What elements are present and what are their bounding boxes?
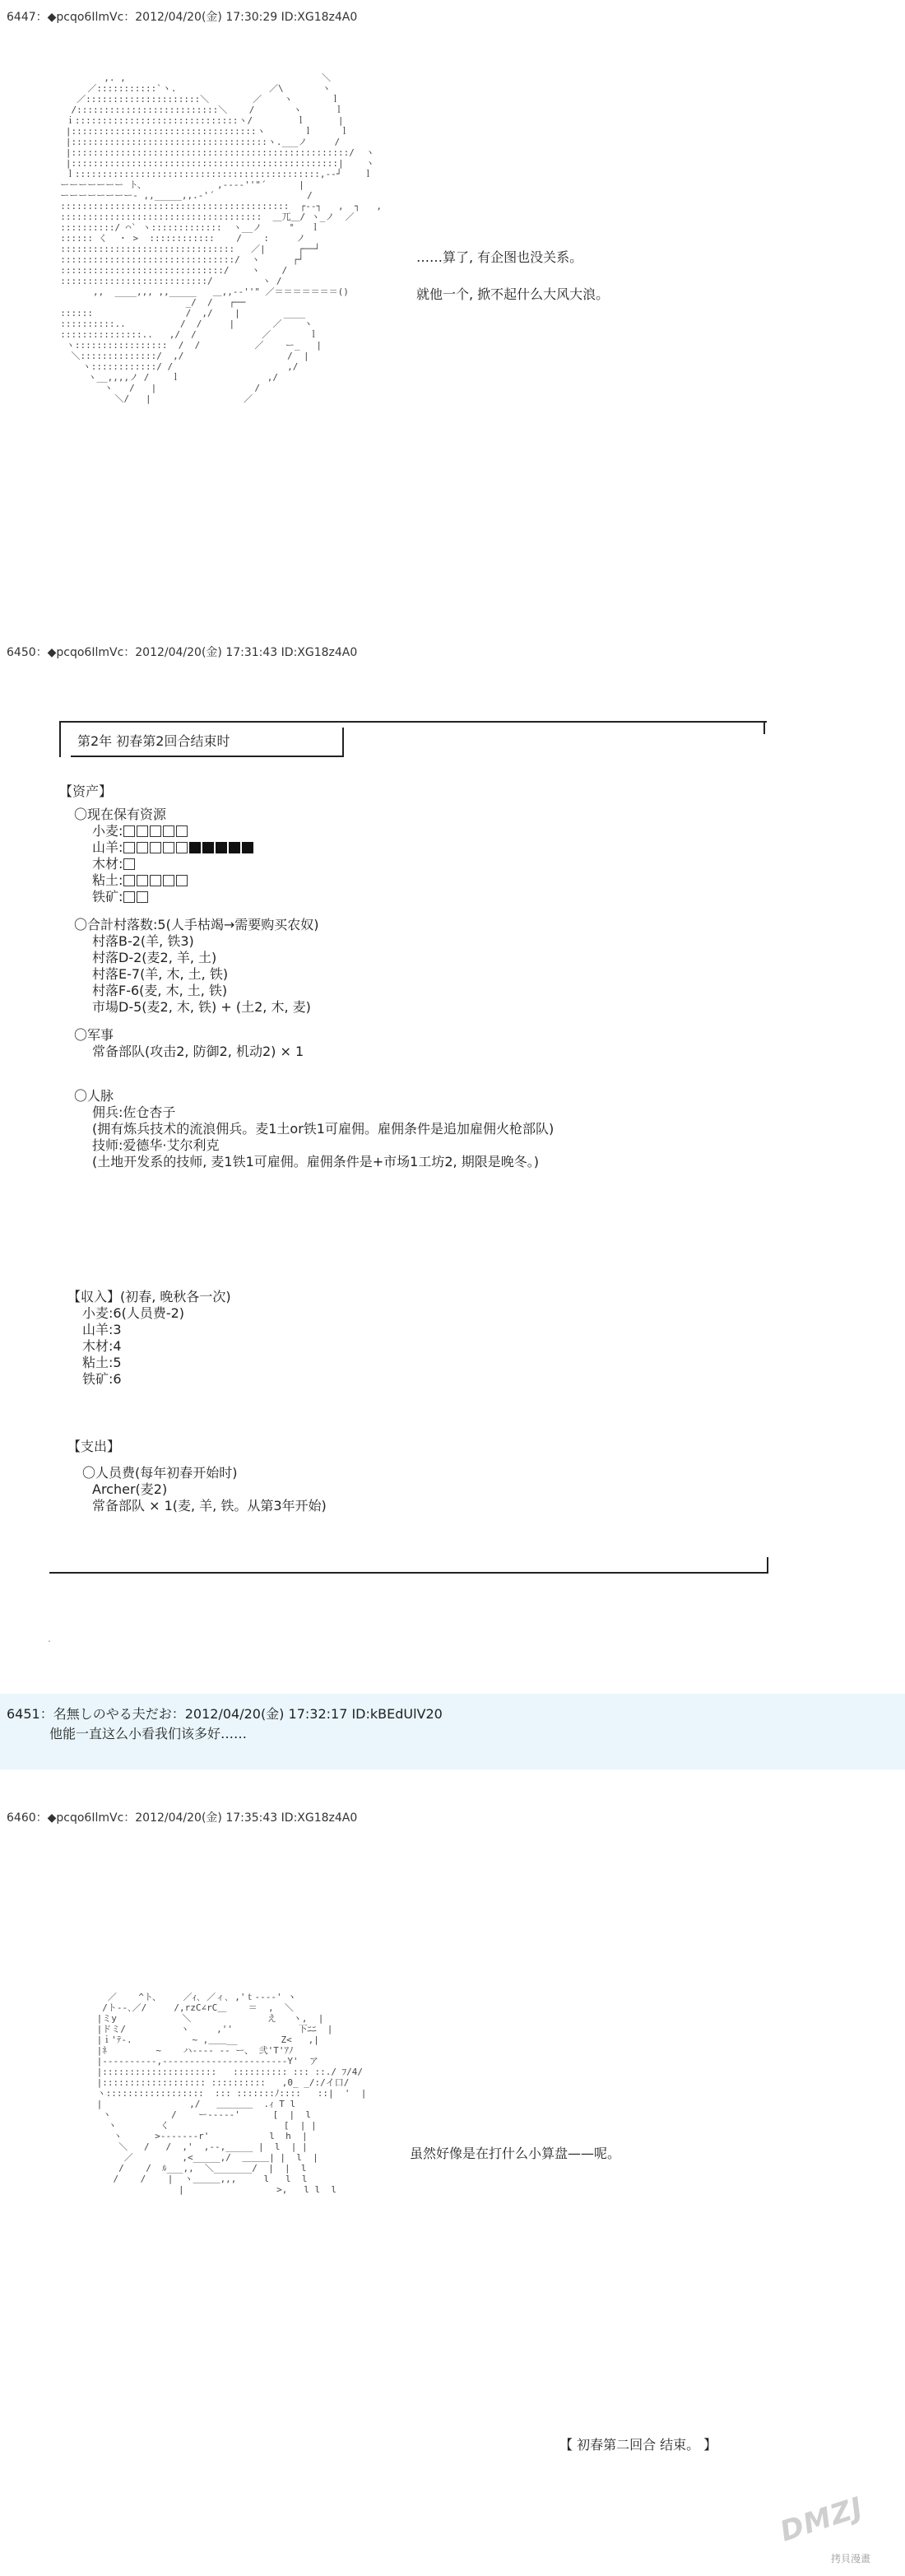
expense-item: Archer(麦2) <box>92 1481 168 1497</box>
village-item: 村落D-2(麦2, 羊, 土) <box>92 950 217 965</box>
income-item: 小麦:6(人员费-2) <box>82 1305 185 1321</box>
wheat-squares <box>123 825 188 837</box>
village-item: 市場D-5(麦2, 木, 铁) + (土2, 木, 麦) <box>92 999 311 1015</box>
post-6460-dialogue <box>410 2143 620 2180</box>
income-item: 粘土:5 <box>82 1355 122 1370</box>
villages-title: 〇合計村落数:5(人手枯竭→需要购买农奴) <box>74 917 319 932</box>
dialogue-line: 虽然好像是在打什么小算盘——呢。 <box>410 2146 621 2161</box>
status-box-corner <box>767 1557 768 1574</box>
separator-dot: . <box>48 1633 51 1644</box>
village-item: 村落F-6(麦, 木, 土, 铁) <box>92 983 228 998</box>
round-end-note: 【 初春第二回合 结束。 】 <box>559 2437 717 2453</box>
village-item: 村落B-2(羊, 铁3) <box>92 933 194 949</box>
watermark-subtext: 拷貝漫畫 <box>831 2553 871 2564</box>
goat-squares <box>123 842 253 853</box>
income-section <box>67 1289 231 1388</box>
resource-label: 铁矿: <box>92 889 123 904</box>
income-item: 木材:4 <box>82 1338 122 1354</box>
status-box-top-border <box>59 721 767 723</box>
wood-squares <box>123 858 135 870</box>
status-box-bottom-border <box>49 1572 768 1574</box>
income-item: 山羊:3 <box>82 1322 122 1337</box>
dialogue-line: ……算了, 有企图也没关系。 <box>416 249 583 265</box>
resource-iron <box>59 889 554 905</box>
status-box-corner <box>59 721 61 757</box>
resource-wheat <box>59 823 554 839</box>
resource-goat <box>59 839 554 856</box>
resource-label: 粘土: <box>92 872 123 888</box>
ascii-art-character-2: ／ ^ト、 ／ｨ､ ／ィ､ ,'ｔ---‐' ヽ /ト--､／/ /,rzC∠rC＿ ＝ , ＼ |ミy ＼ え ヽ, | |ドミ/ ヽ ,'' 下ﾆﾆ | |ｉ'ﾃ-. ~ ,＿＿__ Z< ,| |ﾈ ~ ハ---- -- ー、 弐'T'ｱﾉ |----------,-----------------------Y' ア |::::::::::::::::::::: :::::::::: ::: ::./ ﾌ/4/ |::::::::::::::::::: :::::::::: ,0_ _/:/イ口/ ヽ:::::::::::::::::: ::: :::::::ﾉ:::: ::| ' | | ,/ ＿＿＿＿ .ｨ T l ヽ / ー‐‐‐‐‐' [ | l ヽ く [ | | ヽ >-------r' l h | ＼ / / ,' ,--,_____ | l | | ／ ,<_____,/ ＿＿＿| | l | / / ﾙ___,, ＼_______/ | | l / / | ヽ＿＿＿,,, l l l | >, l l l <box>96 1992 367 2195</box>
income-item: 铁矿:6 <box>82 1371 122 1387</box>
expense-item: 常备部队 × 1(麦, 羊, 铁。从第3年开始) <box>92 1498 327 1514</box>
ascii-art-character-1: ,. , ＼ ／:::::::::::`ヽ. ／\ ヽ ／:::::::::::::::::::::＼ ／ ヽ ｌ /::::::::::::::::::::::::::＼ / ヽ ｌ ｉ::::::::::::::::::::::::::::::ヽ/ ｌ | |::::::::::::::::::::::::::::::::::ヽ ｌ ｌ |::::::::::::::::::::::::::::::::::::ヽ.___ノ / |:::::::::::::::::::::::::::::::::::::::::::::::::::/ ヽ |:::::::::::::::::::::::::::::::::::::::::::::::::| ヽ ｌ:::::::::::::::::::::::::::::::::::::::::::::,--┘ ｌ ーーーーーーー ト、 ,---‐''"´ | ーーーーーーーー- ,,_____,,.-'´ / :::::::::::::::::::::::::::::::::::::::::: ┌--┐ , ┐ , ::::::::::::::::::::::::::::::::::::: ＿兀＿/ ヽ_ノ ／ ::::::::::/ ⌒` ヽ::::::::::::: ヽ__ノ ° ｌ :::::: く ・ > :::::::::::: / : ノ :::::::::::::::::::::::::::::::: ／| ┌──┘ ::::::::::::::::::::::::::::::::/ ヽ ┌┘ ::::::::::::::::::::::::::::::/ ヽ / :::::::::::::::::::::::::::/ ヽ / ,, ____,,, ,,_____ ＿,,-‐''" ／＝＝＝＝＝＝＝() _/ / ┌── :::::: / ,/ | ____ ::::::::::.. / / | ／ ヽ :::::::::::::::.. ,/ / ／ ｌ ヽ::::::::::::::::: / / ／ ー_ | ＼::::::::::::::/ ,/ / | ヽ::::::::::::/ / ,/ ヽ__,,,,ノ / ｌ ,/ ヽ / | / ＼/ | ／ <box>60 72 382 404</box>
assets-section <box>59 783 554 1170</box>
post-header-6450: 6450：◆pcqo6IlmVc：2012/04/20(金) 17:31:43 ID:XG18z4A0 <box>7 646 358 659</box>
expense-title: 〇人员费(每年初春开始时) <box>82 1465 238 1481</box>
relation-item: 技师:爱德华·艾尔利克 <box>92 1137 220 1153</box>
status-box-corner <box>763 721 765 734</box>
dialogue-line: 就他一个, 掀不起什么大风大浪。 <box>416 286 610 302</box>
post-header-6451: 6451：名無しのやる夫だお：2012/04/20(金) 17:32:17 ID:kBEdUlV20 <box>7 1706 443 1722</box>
resource-label: 小麦: <box>92 823 123 839</box>
post-6447-dialogue <box>416 247 609 321</box>
watermark-text: DMZJ <box>776 2490 868 2549</box>
income-header: 【収入】(初春, 晚秋各一次) <box>67 1289 231 1304</box>
iron-squares <box>123 891 148 903</box>
status-title: 第2年 初春第2回合结束时 <box>77 733 230 749</box>
military-title: 〇军事 <box>74 1027 114 1043</box>
relation-item: (拥有炼兵技术的流浪佣兵。麦1土or铁1可雇佣。雇佣条件是追加雇佣火枪部队) <box>92 1121 555 1137</box>
military-line: 常备部队(攻击2, 防御2, 机动2) × 1 <box>92 1044 304 1059</box>
resource-label: 山羊: <box>92 839 123 855</box>
expense-header: 【支出】 <box>67 1439 121 1454</box>
expense-section <box>67 1439 327 1514</box>
relation-item: 佣兵:佐仓杏子 <box>92 1104 176 1120</box>
status-title-box <box>71 728 344 757</box>
resource-label: 木材: <box>92 856 123 872</box>
resource-clay <box>59 872 554 889</box>
post-6451-comment: 他能一直这么小看我们该多好…… <box>49 1726 248 1741</box>
assets-header: 【资产】 <box>59 783 113 799</box>
resources-title: 〇现在保有资源 <box>74 807 167 822</box>
relation-item: (土地开发系的技师, 麦1铁1可雇佣。雇佣条件是+市场1工坊2, 期限是晚冬。) <box>92 1154 539 1169</box>
clay-squares <box>123 875 188 886</box>
post-header-6447: 6447：◆pcqo6IlmVc：2012/04/20(金) 17:30:29 ID:XG18z4A0 <box>7 11 358 24</box>
resource-wood <box>59 856 554 872</box>
village-item: 村落E-7(羊, 木, 土, 铁) <box>92 966 229 982</box>
relations-title: 〇人脉 <box>74 1088 114 1104</box>
post-header-6460: 6460：◆pcqo6IlmVc：2012/04/20(金) 17:35:43 ID:XG18z4A0 <box>7 1811 358 1825</box>
